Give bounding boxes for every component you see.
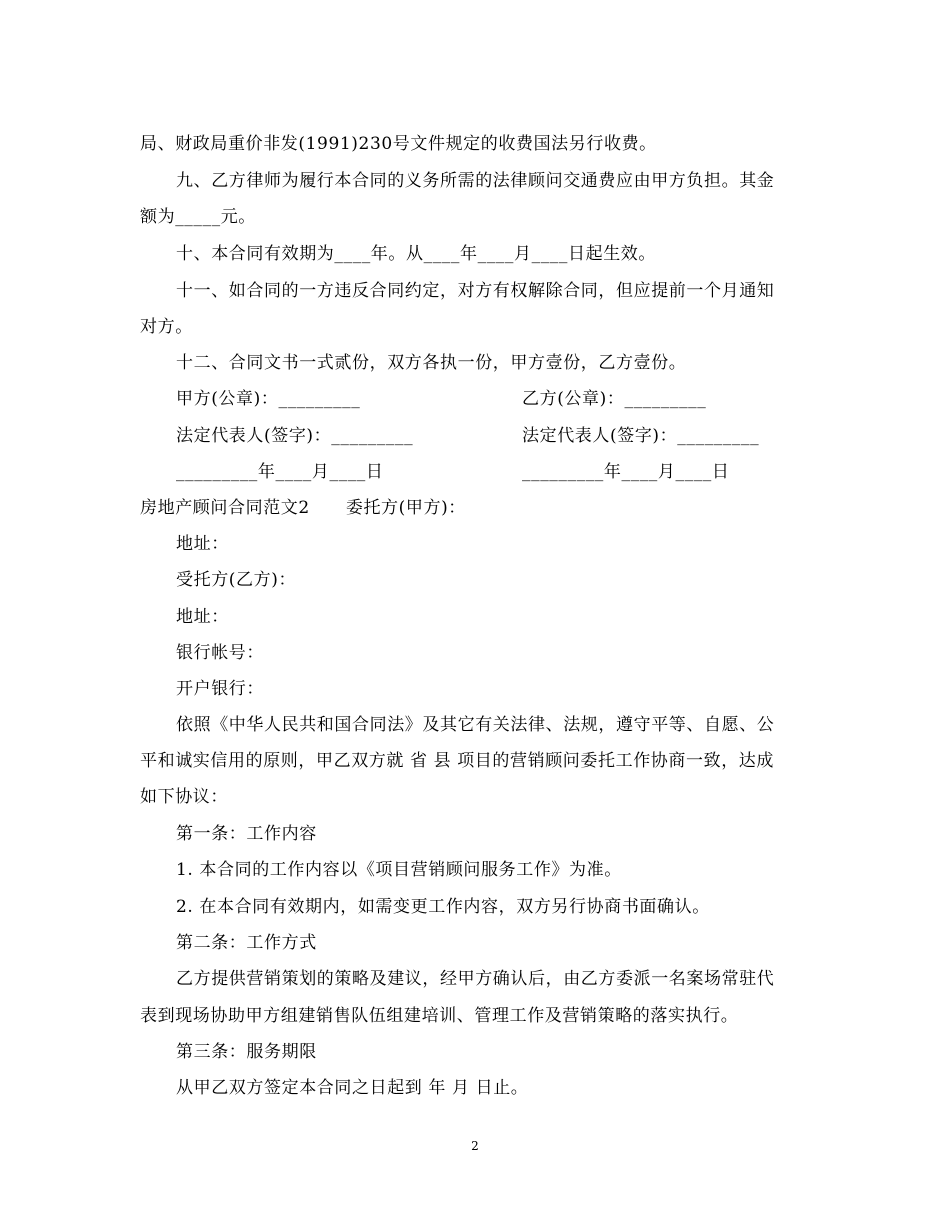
paragraph-line: 额为_____元。	[140, 207, 256, 227]
party-b-date: _________年____月____日	[522, 462, 730, 482]
paragraph-line: 十一、如合同的一方违反合同约定，对方有权解除合同，但应提前一个月通知	[176, 281, 775, 301]
party-a-date: _________年____月____日	[176, 462, 384, 482]
article-heading: 第二条：工作方式	[176, 933, 317, 953]
paragraph-line: 受托方(乙方)：	[176, 570, 297, 590]
page-number: 2	[471, 1139, 479, 1153]
paragraph-line: 地址：	[176, 534, 229, 554]
paragraph-line: 依照《中华人民共和国合同法》及其它有关法律、法规，遵守平等、自愿、公	[176, 715, 775, 735]
paragraph-line: 平和诚实信用的原则，甲乙双方就 省 县 项目的营销顾问委托工作协商一致，达成	[140, 751, 775, 771]
party-b-representative: 法定代表人(签字)：_________	[522, 426, 760, 446]
paragraph-line: 对方。	[140, 317, 193, 337]
party-a-seal: 甲方(公章)：_________	[176, 389, 361, 409]
article-heading: 第一条：工作内容	[176, 824, 317, 844]
paragraph-line: 局、财政局重价非发(1991)230号文件规定的收费国法另行收费。	[140, 134, 657, 154]
paragraph-line: 1. 本合同的工作内容以《项目营销顾问服务工作》为准。	[176, 860, 622, 880]
paragraph-line: 2. 在本合同有效期内，如需变更工作内容，双方另行协商书面确认。	[176, 897, 710, 917]
paragraph-line: 银行帐号：	[176, 643, 264, 663]
paragraph-line: 表到现场协助甲方组建销售队伍组建培训、管理工作及营销策略的落实执行。	[140, 1006, 739, 1026]
paragraph-line: 如下协议：	[140, 787, 228, 807]
section-heading: 房地产顾问合同范文2 委托方(甲方)：	[140, 498, 466, 518]
paragraph-line: 从甲乙双方签定本合同之日起到 年 月 日止。	[176, 1078, 529, 1098]
paragraph-line: 地址：	[176, 607, 229, 627]
paragraph-line: 开户银行：	[176, 679, 264, 699]
paragraph-line: 乙方提供营销策划的策略及建议，经甲方确认后，由乙方委派一名案场常驻代	[176, 969, 775, 989]
article-heading: 第三条：服务期限	[176, 1042, 317, 1062]
party-a-representative: 法定代表人(签字)：_________	[176, 426, 414, 446]
paragraph-line: 十二、合同文书一式贰份，双方各执一份，甲方壹份，乙方壹份。	[176, 353, 687, 373]
party-b-seal: 乙方(公章)：_________	[522, 389, 707, 409]
paragraph-line: 十、本合同有效期为____年。从____年____月____日起生效。	[176, 244, 656, 264]
paragraph-line: 九、乙方律师为履行本合同的义务所需的法律顾问交通费应由甲方负担。其金	[176, 171, 775, 191]
